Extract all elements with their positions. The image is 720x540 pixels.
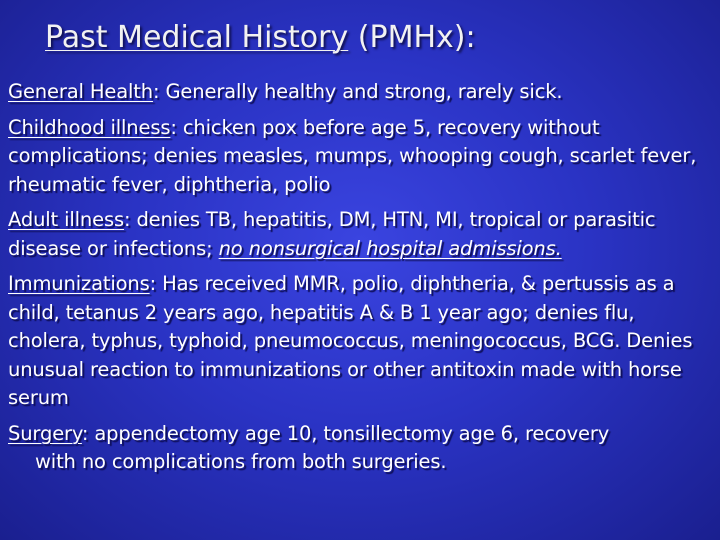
adult-illness-label: Adult illness (8, 208, 124, 231)
adult-illness-paragraph (8, 206, 714, 263)
surgery-paragraph (8, 420, 714, 477)
immunizations-paragraph (8, 270, 714, 413)
adult-illness-text: : denies TB, hepatitis, DM, HTN, MI, tropical or parasitic disease or infections; (8, 208, 656, 260)
general-health-label: General Health (8, 80, 153, 103)
surgery-text-line2: with no complications from both surgeries. (35, 450, 447, 473)
surgery-text-line1: : appendectomy age 10, tonsillectomy age 6, recovery (81, 421, 610, 445)
adult-illness-emphasis: no nonsurgical hospital admissions. (218, 236, 562, 260)
childhood-illness-label: Childhood illness (8, 115, 171, 139)
childhood-illness-paragraph (8, 114, 714, 200)
childhood-illness-text: : chicken pox before age 5, recovery without complications; denies measles, mumps, whooping cough, scarlet fever, rheumatic fever, diphtheria, polio (8, 115, 697, 196)
surgery-label: Surgery (8, 421, 82, 445)
immunizations-text: : Has received MMR, polio, diphtheria, & pertussis as a child, tetanus 2 years ago, hepatitis A & B 1 year ago; denies flu, cholera, typhus, typhoid, pneumococcus, meningococcus, BCG. Denies unusual reaction to immunizations or other antitoxin made with horse serum (8, 272, 693, 409)
title-underlined: Past Medical History (45, 20, 349, 55)
general-health-paragraph (8, 78, 714, 107)
slide-body (8, 78, 714, 484)
immunizations-label: Immunizations (8, 272, 150, 295)
general-health-text: : Generally healthy and strong, rarely sick. (152, 80, 563, 103)
title-suffix: (PMHx): (348, 20, 476, 55)
slide-title (45, 18, 476, 58)
